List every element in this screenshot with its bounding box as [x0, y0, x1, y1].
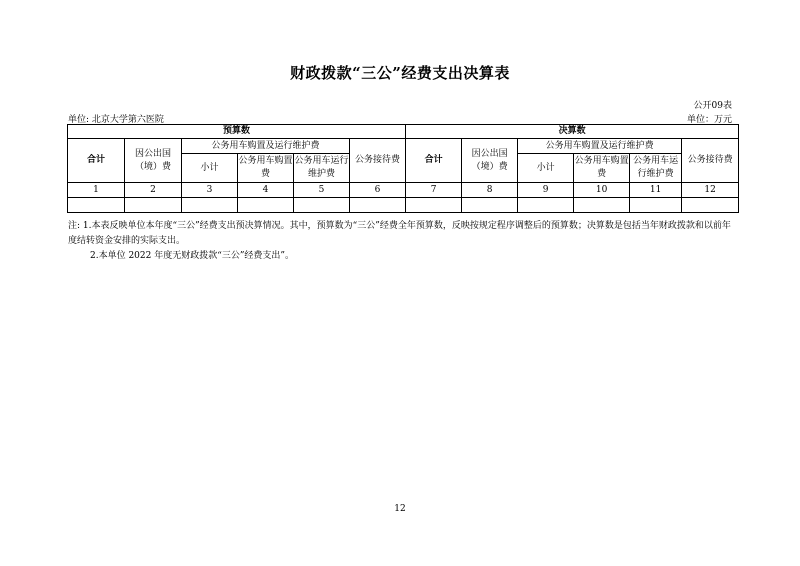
column-number: 5 [294, 183, 350, 198]
final-vehicle-group-header: 公务用车购置及运行维护费 [518, 139, 682, 154]
column-number: 6 [350, 183, 406, 198]
budget-vehicle-group-header: 公务用车购置及运行维护费 [182, 139, 350, 154]
final-vehicle-purchase-header: 公务用车购置费 [574, 154, 630, 183]
data-cell [238, 198, 294, 213]
final-subtotal-header: 小计 [518, 154, 574, 183]
reporting-unit: 单位: 北京大学第六医院 [68, 115, 164, 125]
final-total-header: 合计 [406, 139, 462, 183]
budget-total-header: 合计 [68, 139, 125, 183]
column-number: 1 [68, 183, 125, 198]
budget-abroad-header: 因公出国（境）费 [125, 139, 182, 183]
column-number: 9 [518, 183, 574, 198]
final-reception-header: 公务接待费 [682, 139, 739, 183]
data-cell [294, 198, 350, 213]
table-notes [68, 219, 734, 264]
data-cell [68, 198, 125, 213]
column-number: 12 [682, 183, 739, 198]
column-number: 2 [125, 183, 182, 198]
budget-vehicle-operation-header: 公务用车运行维护费 [294, 154, 350, 183]
data-cell [125, 198, 182, 213]
note-1: 注: 1.本表反映单位本年度“三公”经费支出预决算情况。其中，预算数为“三公”经费全年预算数，反映按规定程序调整后的预算数；决算数是包括当年财政拨款和以前年度结转资金安排的实际支出。 [68, 221, 731, 246]
final-vehicle-operation-header: 公务用车运行维护费 [630, 154, 682, 183]
column-number: 10 [574, 183, 630, 198]
final-header: 决算数 [406, 125, 739, 139]
column-number: 11 [630, 183, 682, 198]
final-abroad-header: 因公出国（境）费 [462, 139, 518, 183]
note-2: 2.本单位 2022 年度无财政拨款“三公”经费支出”。 [90, 251, 295, 261]
data-cell [518, 198, 574, 213]
currency-unit: 单位：万元 [686, 115, 732, 125]
column-number: 7 [406, 183, 462, 198]
budget-vehicle-purchase-header: 公务用车购置费 [238, 154, 294, 183]
data-row [68, 198, 739, 213]
budget-header: 预算数 [68, 125, 406, 139]
column-number: 3 [182, 183, 238, 198]
page-number: 12 [394, 504, 406, 514]
three-public-expenses-table [67, 124, 739, 213]
budget-subtotal-header: 小计 [182, 154, 238, 183]
data-cell [350, 198, 406, 213]
data-cell [462, 198, 518, 213]
data-cell [630, 198, 682, 213]
form-number: 公开09表 [693, 101, 732, 111]
data-cell [574, 198, 630, 213]
budget-reception-header: 公务接待费 [350, 139, 406, 183]
column-number-row [68, 183, 739, 198]
data-cell [182, 198, 238, 213]
column-number: 4 [238, 183, 294, 198]
data-cell [406, 198, 462, 213]
page-title: 财政拨款“三公”经费支出决算表 [290, 64, 510, 82]
data-cell [682, 198, 739, 213]
column-number: 8 [462, 183, 518, 198]
